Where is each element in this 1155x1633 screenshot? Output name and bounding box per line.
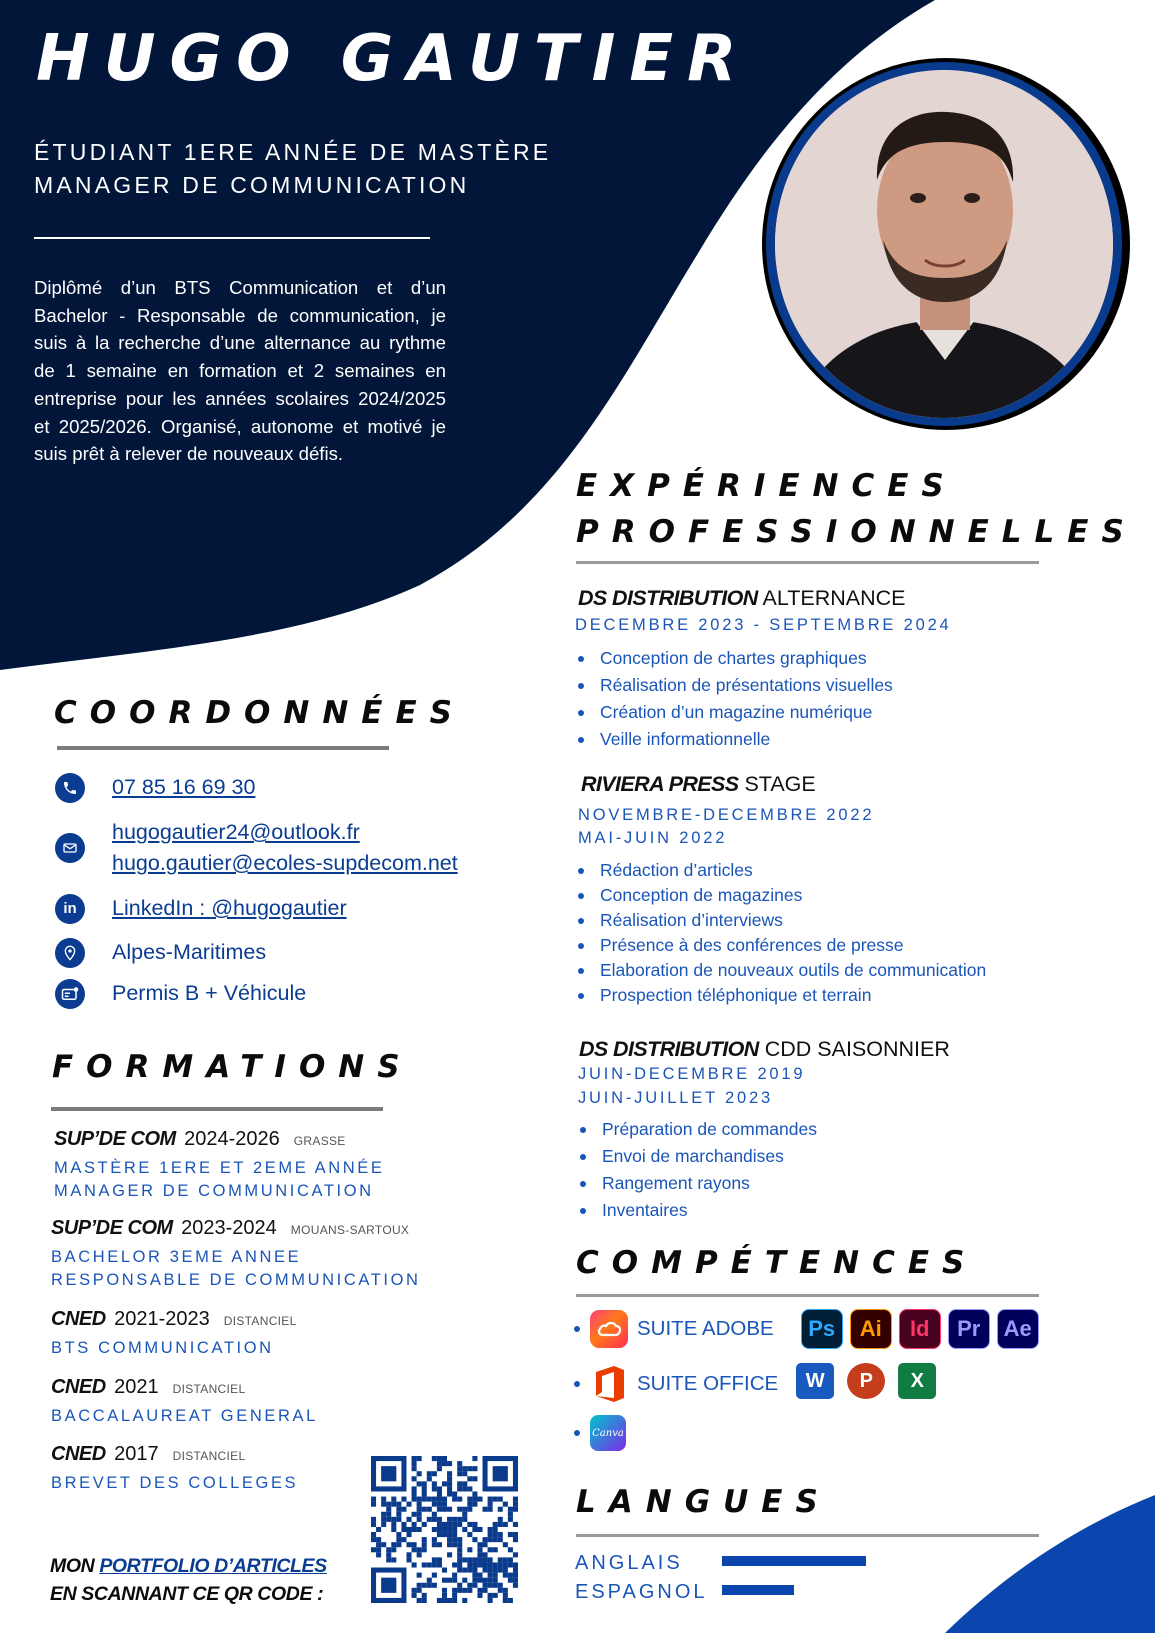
email-link-2[interactable]: hugo.gautier@ecoles-supdecom.net [112,851,458,875]
experience-item [579,1037,950,1062]
task-item: Présence à des conférences de presse [576,933,986,958]
language-level-bar [722,1585,794,1595]
school-place: DISTANCIEL [172,1382,246,1396]
school-name: SUP’DE COM [54,1128,176,1150]
skill-canva [574,1415,626,1451]
company-name: DS DISTRIBUTION [579,1037,759,1061]
experience-tasks [576,858,986,1008]
school-years: 2017 [114,1443,159,1465]
office-w-icon: W [796,1363,834,1399]
section-divider-experience [576,561,1039,564]
location-icon [55,938,85,968]
location-text: Alpes-Maritimes [112,940,267,964]
job-title [34,136,551,202]
office-icon [590,1364,628,1404]
task-item: Veille informationnelle [576,726,893,753]
school-place: DISTANCIEL [172,1449,246,1463]
adobe-pr-icon: Pr [948,1309,990,1349]
experience-date: NOVEMBRE-DECEMBRE 2022 [578,806,875,824]
creative-cloud-icon [590,1310,628,1348]
task-item: Elaboration de nouveaux outils de communication [576,958,986,983]
office-apps [796,1363,949,1399]
school-place: DISTANCIEL [223,1314,297,1328]
contact-license [55,978,306,1009]
adobe-ai-icon: Ai [850,1309,892,1349]
job-title-line1: ÉTUDIANT 1ERE ANNÉE DE MASTÈRE [34,139,552,165]
task-item: Rangement rayons [578,1170,817,1197]
experience-date: JUIN-JUILLET 2023 [578,1089,773,1107]
school-years: 2023-2024 [181,1217,277,1239]
skill-label-office: SUITE OFFICE [637,1372,779,1395]
adobe-ae-icon: Ae [997,1309,1039,1349]
linkedin-icon: in [55,894,85,924]
section-title-languages: LANGUES [576,1484,831,1520]
bullet-dot [574,1326,580,1332]
experience-date: DECEMBRE 2023 - SEPTEMBRE 2024 [575,616,952,634]
education-item [51,1308,297,1360]
education-item [51,1376,318,1428]
task-item: Réalisation d’interviews [576,908,986,933]
section-divider-contact [57,746,389,750]
adobe-ps-icon: Ps [801,1309,843,1349]
bullet-dot [574,1381,580,1387]
school-name: CNED [51,1308,106,1330]
qr-code[interactable] [371,1456,518,1603]
phone-link[interactable]: 07 85 16 69 30 [112,775,256,799]
adobe-apps [801,1309,1046,1349]
school-name: CNED [51,1376,106,1398]
adobe-id-icon: Id [899,1309,941,1349]
task-item: Réalisation de présentations visuelles [576,672,893,699]
degree-line: BACCALAUREAT GENERAL [51,1407,318,1425]
corner-blue-shape [945,1495,1155,1633]
school-name: CNED [51,1443,106,1465]
contract-type: ALTERNANCE [762,586,906,610]
school-name: SUP’DE COM [51,1217,173,1239]
linkedin-link[interactable]: LinkedIn : @hugogautier [112,896,347,920]
language-level-bar [722,1556,866,1566]
school-years: 2021-2023 [114,1308,210,1330]
company-name: RIVIERA PRESS [581,772,739,796]
company-name: DS DISTRIBUTION [578,586,758,610]
school-place: GRASSE [293,1134,346,1148]
section-title-education: FORMATIONS [52,1049,413,1085]
canva-icon [590,1415,626,1451]
education-item [54,1128,384,1203]
experience-tasks [576,645,893,753]
experience-item [581,772,816,797]
license-text: Permis B + Véhicule [112,981,307,1005]
task-item: Inventaires [578,1197,817,1224]
degree-line: BREVET DES COLLEGES [51,1474,299,1492]
portfolio-prefix: MON [50,1555,100,1577]
phone-icon [55,773,85,803]
contract-type: STAGE [744,772,816,796]
task-item: Préparation de commandes [578,1116,817,1143]
task-item: Prospection téléphonique et terrain [576,983,986,1008]
section-title-contact: COORDONNÉES [54,695,465,731]
contact-location [55,937,266,968]
header-divider [34,237,430,239]
task-item: Conception de chartes graphiques [576,645,893,672]
contact-phone [55,772,255,803]
degree-line: BTS COMMUNICATION [51,1339,274,1357]
section-title-experience-line2: PROFESSIONNELLES [576,514,1137,550]
job-title-line2: MANAGER DE COMMUNICATION [34,172,470,198]
portfolio-cta-line2: EN SCANNANT CE QR CODE : [50,1583,324,1605]
language-name: ESPAGNOL [575,1581,708,1603]
school-place: MOUANS-SARTOUX [290,1223,410,1237]
language-name: ANGLAIS [575,1552,683,1574]
experience-item [578,586,906,611]
experience-tasks [578,1116,817,1224]
school-years: 2021 [114,1376,159,1398]
profile-photo [775,70,1113,418]
section-divider-skills [576,1294,1039,1297]
task-item: Rédaction d’articles [576,858,986,883]
mail-icon [55,833,85,863]
task-item: Conception de magazines [576,883,986,908]
office-x-icon: X [898,1363,936,1399]
task-item: Création d’un magazine numérique [576,699,893,726]
skill-label-adobe: SUITE ADOBE [637,1317,774,1340]
section-divider-languages [576,1534,1039,1537]
skill-office [574,1364,949,1404]
school-years: 2024-2026 [184,1128,280,1150]
degree-line: RESPONSABLE DE COMMUNICATION [51,1271,421,1289]
bullet-dot [574,1430,580,1436]
candidate-name: HUGO GAUTIER [36,22,751,96]
section-divider-education [51,1107,383,1111]
contract-type: CDD SAISONNIER [764,1037,950,1061]
section-title-experience-line1: EXPÉRIENCES [576,468,957,504]
experience-date: JUIN-DECEMBRE 2019 [578,1065,806,1083]
office-p-icon: P [847,1363,885,1399]
portfolio-link[interactable]: PORTFOLIO D’ARTICLES [99,1555,327,1577]
skill-adobe [574,1309,1046,1349]
task-item: Envoi de marchandises [578,1143,817,1170]
contact-linkedin [55,893,347,924]
education-item [51,1443,298,1495]
email-list [112,817,458,879]
portfolio-cta [50,1552,327,1608]
profile-summary: Diplômé d’un BTS Communication et d’un Bachelor - Responsable de communication, je suis à la recherche d’une alternance au rythme de 1 semaine en formation et 2 semaines en entreprise pour les années scolaires 2024/2025 et 2025/2026. Organisé, autonome et motivé je suis prêt à relever de nouveaux défis. [34,277,446,465]
degree-line: MANAGER DE COMMUNICATION [54,1182,374,1200]
degree-line: MASTÈRE 1ERE ET 2EME ANNÉE [54,1159,385,1177]
email-link-1[interactable]: hugogautier24@outlook.fr [112,820,360,844]
degree-line: BACHELOR 3EME ANNEE [51,1248,302,1266]
section-title-skills: COMPÉTENCES [576,1245,978,1281]
canva-logo-text: Canva [592,1427,624,1439]
contact-email [55,817,458,879]
car-license-icon [55,979,85,1009]
education-item [51,1217,421,1292]
experience-date: MAI-JUIN 2022 [578,829,728,847]
